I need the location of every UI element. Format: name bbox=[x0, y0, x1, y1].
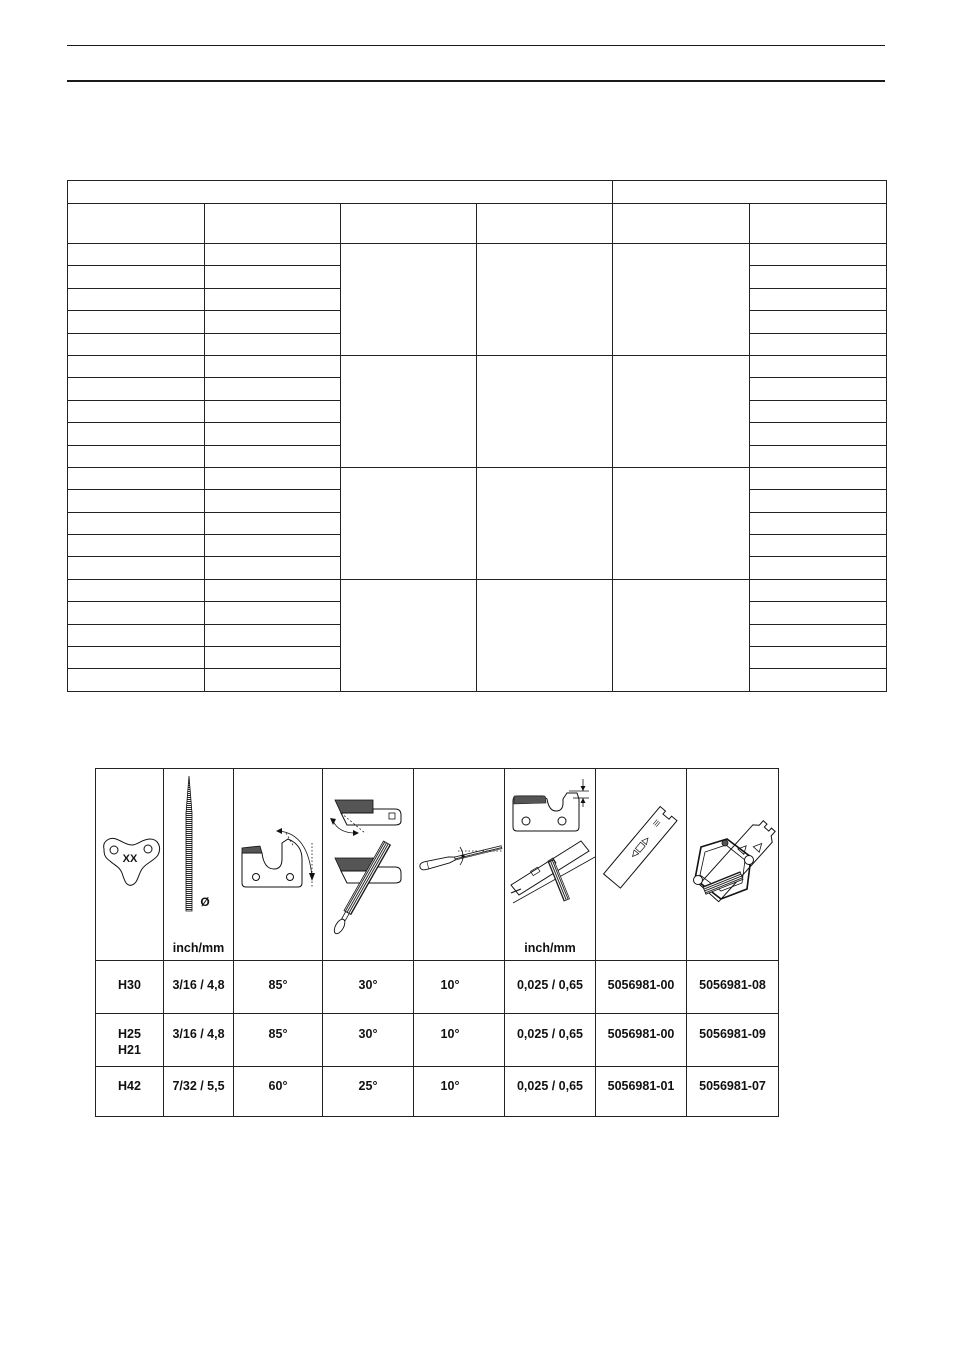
filing-angle: 30° bbox=[358, 1027, 378, 1041]
tilt-angle: 10° bbox=[440, 978, 460, 992]
tilt-angle-cell bbox=[414, 1067, 505, 1117]
blank-table-cell bbox=[68, 378, 205, 400]
table-row bbox=[96, 1067, 779, 1117]
header-rule bbox=[67, 45, 885, 46]
blank-table-cell bbox=[750, 535, 887, 557]
blank-table-column-header bbox=[205, 204, 341, 244]
blank-table-header-row bbox=[68, 204, 887, 244]
blank-table-cell bbox=[205, 355, 341, 377]
filing-table bbox=[95, 768, 779, 1117]
blank-table-merged-cell bbox=[341, 244, 477, 356]
blank-table-cell bbox=[68, 624, 205, 646]
blank-table-cell bbox=[205, 445, 341, 467]
filing-angle-cell bbox=[323, 1014, 414, 1067]
file-size: 7/32 / 5,5 bbox=[172, 1079, 225, 1093]
blank-table-cell bbox=[68, 669, 205, 691]
blank-table-body bbox=[68, 181, 887, 692]
blank-table-cell bbox=[205, 288, 341, 310]
blank-table-cell bbox=[68, 647, 205, 669]
depth-gauge-figure-cell bbox=[505, 769, 596, 961]
file-unit-label: inch/mm bbox=[172, 941, 225, 955]
file-size-cell bbox=[164, 1067, 234, 1117]
blank-table-cell bbox=[68, 266, 205, 288]
depth-gauge-setting: 0,025 / 0,65 bbox=[516, 1079, 584, 1093]
blank-table-cell bbox=[750, 467, 887, 489]
blank-table-cell bbox=[750, 378, 887, 400]
depth-gauge-tool-part-number: 5056981-00 bbox=[607, 978, 675, 992]
blank-table-cell bbox=[750, 669, 887, 691]
chain-model: H30 bbox=[118, 978, 141, 992]
depth-gauge-cell bbox=[505, 1067, 596, 1117]
part-number-cell bbox=[687, 1014, 779, 1067]
blank-table-cell bbox=[205, 602, 341, 624]
blank-table-merged-cell bbox=[341, 355, 477, 467]
depth-gauge-tool-figure-cell bbox=[596, 769, 687, 961]
round-file-icon bbox=[164, 769, 234, 960]
blank-table-cell bbox=[68, 579, 205, 601]
blank-table-cell bbox=[750, 624, 887, 646]
blank-table-cell bbox=[68, 467, 205, 489]
blank-table-merged-cell bbox=[613, 355, 750, 467]
blank-table-cell bbox=[68, 355, 205, 377]
part-number-cell bbox=[687, 961, 779, 1014]
blank-table-cell bbox=[68, 602, 205, 624]
blank-table-cell bbox=[205, 669, 341, 691]
blank-table-merged-cell bbox=[477, 355, 613, 467]
blank-table-cell bbox=[205, 467, 341, 489]
blank-table-cell bbox=[205, 535, 341, 557]
blank-table-merged-cell bbox=[477, 467, 613, 579]
file-holder-part-number: 5056981-09 bbox=[699, 1027, 766, 1041]
blank-table-cell bbox=[750, 333, 887, 355]
blank-table-merged-cell bbox=[613, 467, 750, 579]
blank-table-cell bbox=[205, 333, 341, 355]
depth-gauge-cell bbox=[505, 1014, 596, 1067]
file-size: 3/16 / 4,8 bbox=[172, 978, 225, 992]
depth-gauge-cell bbox=[505, 961, 596, 1014]
blank-table-cell bbox=[205, 266, 341, 288]
blank-table-cell bbox=[205, 423, 341, 445]
table-row bbox=[68, 467, 887, 489]
blank-table-column-header bbox=[750, 204, 887, 244]
blank-table-cell bbox=[750, 423, 887, 445]
filing-angle-icon bbox=[323, 769, 414, 960]
table-row bbox=[68, 579, 887, 601]
figure-row bbox=[96, 769, 779, 961]
blank-table-column-header bbox=[613, 204, 750, 244]
cutter-angle: 60° bbox=[268, 1079, 288, 1093]
filing-angle-cell bbox=[323, 1067, 414, 1117]
depth-gauge-tool-icon bbox=[596, 769, 687, 960]
file-tilt-figure-cell bbox=[414, 769, 505, 961]
blank-table-cell bbox=[68, 244, 205, 266]
blank-table-cell bbox=[68, 333, 205, 355]
blank-table-cell bbox=[750, 400, 887, 422]
blank-table-cell bbox=[68, 311, 205, 333]
blank-table-cell bbox=[68, 557, 205, 579]
chain-link-icon bbox=[96, 769, 164, 960]
table-row bbox=[96, 1014, 779, 1067]
part-number-cell bbox=[596, 1014, 687, 1067]
blank-table-cell bbox=[750, 602, 887, 624]
cutter-angle-cell bbox=[234, 961, 323, 1014]
blank-table-cell bbox=[205, 579, 341, 601]
blank-table-cell bbox=[750, 266, 887, 288]
blank-table-header-row bbox=[68, 181, 887, 204]
diameter-symbol: Ø bbox=[200, 895, 210, 909]
blank-table-cell bbox=[68, 445, 205, 467]
chain-model-cell bbox=[96, 1067, 164, 1117]
tilt-angle: 10° bbox=[440, 1079, 460, 1093]
blank-table-cell bbox=[205, 490, 341, 512]
file-holder-part-number: 5056981-08 bbox=[699, 978, 766, 992]
filing-angle: 30° bbox=[358, 978, 378, 992]
blank-table-group-header bbox=[613, 181, 887, 204]
blank-table-cell bbox=[750, 244, 887, 266]
tilt-angle-cell bbox=[414, 1014, 505, 1067]
depth-gauge-tool-part-number: 5056981-01 bbox=[607, 1079, 675, 1093]
tilt-angle-cell bbox=[414, 961, 505, 1014]
blank-table-cell bbox=[750, 579, 887, 601]
blank-table-cell bbox=[750, 512, 887, 534]
blank-table-cell bbox=[750, 288, 887, 310]
file-holder-part-number: 5056981-07 bbox=[699, 1079, 766, 1093]
blank-table-cell bbox=[68, 423, 205, 445]
blank-table-cell bbox=[750, 355, 887, 377]
chain-link-figure-cell bbox=[96, 769, 164, 961]
table-row bbox=[68, 244, 887, 266]
blank-table-group-header bbox=[68, 181, 613, 204]
blank-table-merged-cell bbox=[477, 244, 613, 356]
link-marking: XX bbox=[122, 853, 138, 865]
cutter-angle: 85° bbox=[268, 1027, 288, 1041]
blank-table-cell bbox=[68, 288, 205, 310]
blank-table-cell bbox=[205, 647, 341, 669]
file-size: 3/16 / 4,8 bbox=[172, 1027, 225, 1041]
chain-model-cell bbox=[96, 1014, 164, 1067]
blank-table-cell bbox=[205, 557, 341, 579]
blank-table-column-header bbox=[68, 204, 205, 244]
blank-table-cell bbox=[205, 624, 341, 646]
filing-angle-figure-cell bbox=[323, 769, 414, 961]
blank-spec-table bbox=[67, 180, 887, 692]
file-size-cell bbox=[164, 1014, 234, 1067]
filing-angle: 25° bbox=[358, 1079, 378, 1093]
blank-table-cell bbox=[205, 378, 341, 400]
blank-table-cell bbox=[68, 400, 205, 422]
blank-table-cell bbox=[205, 311, 341, 333]
cutter-angle: 85° bbox=[268, 978, 288, 992]
cutter-angle-figure-cell bbox=[234, 769, 323, 961]
filing-angle-cell bbox=[323, 961, 414, 1014]
blank-table-cell bbox=[750, 445, 887, 467]
part-number-cell bbox=[596, 1067, 687, 1117]
blank-table-cell bbox=[68, 512, 205, 534]
blank-table-cell bbox=[205, 244, 341, 266]
blank-table-column-header bbox=[477, 204, 613, 244]
blank-table-merged-cell bbox=[477, 579, 613, 691]
blank-table-merged-cell bbox=[341, 579, 477, 691]
depth-gauge-icon bbox=[505, 769, 596, 960]
file-tilt-icon bbox=[414, 769, 505, 960]
blank-table-cell bbox=[205, 512, 341, 534]
header-rule-thick bbox=[67, 80, 885, 82]
chain-model: H42 bbox=[118, 1079, 141, 1093]
part-number-cell bbox=[687, 1067, 779, 1117]
blank-table-cell bbox=[68, 490, 205, 512]
part-number-cell bbox=[596, 961, 687, 1014]
tilt-angle: 10° bbox=[440, 1027, 460, 1041]
cutter-angle-cell bbox=[234, 1067, 323, 1117]
depth-unit-label: inch/mm bbox=[524, 941, 576, 955]
blank-table-cell bbox=[750, 490, 887, 512]
file-size-cell bbox=[164, 961, 234, 1014]
chain-model: H25 bbox=[118, 1027, 141, 1041]
depth-gauge-setting: 0,025 / 0,65 bbox=[516, 1027, 584, 1041]
chain-model-cell bbox=[96, 961, 164, 1014]
blank-table-cell bbox=[205, 400, 341, 422]
round-file-figure-cell bbox=[164, 769, 234, 961]
blank-table-cell bbox=[750, 557, 887, 579]
cutter-angle-icon bbox=[234, 769, 323, 960]
table-row bbox=[96, 961, 779, 1014]
blank-table-merged-cell bbox=[613, 244, 750, 356]
blank-table-cell bbox=[68, 535, 205, 557]
blank-table-merged-cell bbox=[341, 467, 477, 579]
file-holder-figure-cell bbox=[687, 769, 779, 961]
blank-table-merged-cell bbox=[613, 579, 750, 691]
depth-gauge-tool-part-number: 5056981-00 bbox=[607, 1027, 675, 1041]
table-row bbox=[68, 355, 887, 377]
depth-gauge-setting: 0,025 / 0,65 bbox=[516, 978, 584, 992]
chain-model: H21 bbox=[118, 1043, 141, 1057]
blank-table-cell bbox=[750, 647, 887, 669]
blank-table-column-header bbox=[341, 204, 477, 244]
cutter-angle-cell bbox=[234, 1014, 323, 1067]
blank-table-cell bbox=[750, 311, 887, 333]
file-holder-icon bbox=[687, 769, 779, 960]
